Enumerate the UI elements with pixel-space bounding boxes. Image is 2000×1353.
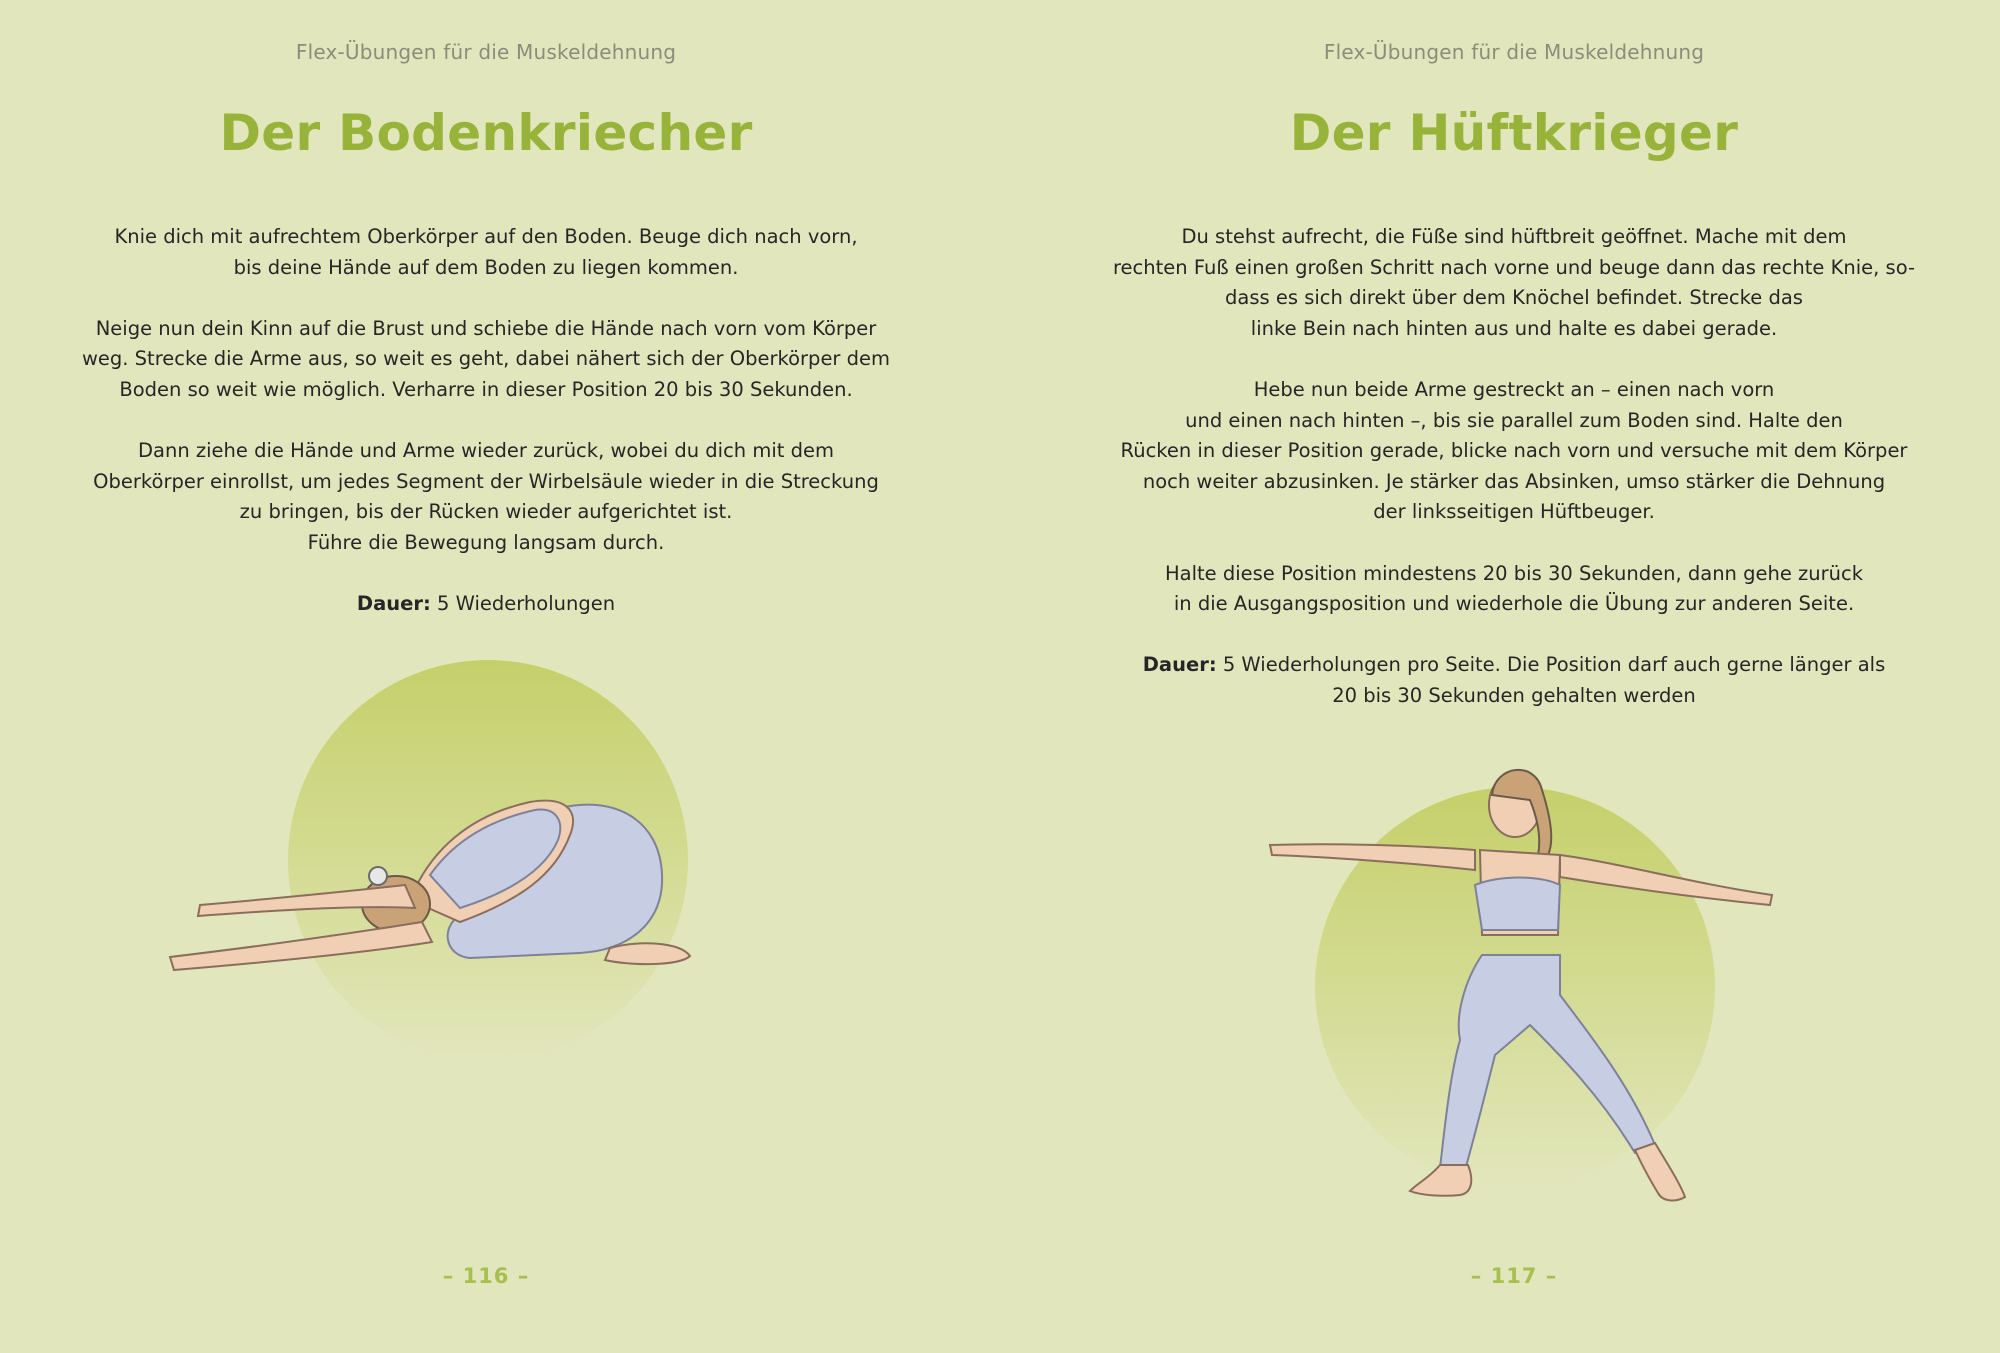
- page-title-right: Der Hüftkrieger: [1289, 104, 1739, 162]
- paragraph-right-1: Du stehst aufrecht, die Füße sind hüftbreit geöffnet. Mache mit dem rechten Fuß einen großen Schritt nach vorne und beuge dann das rechte Knie, so- dass es sich direkt über dem Knöchel befindet. Strecke das linke Bein nach hinten aus und halte es dabei gerade.: [1112, 225, 1916, 340]
- right-page: [1000, 0, 2000, 1353]
- duration-label-left: Dauer:: [356, 592, 431, 616]
- body-text-left: [80, 222, 892, 650]
- paragraph-right-2: Hebe nun beide Arme gestreckt an – einen nach vorn und einen nach hinten –, bis sie parallel zum Boden sind. Halte den Rücken in dieser Position gerade, blicke nach vorn und versuche mit dem Körper noch weiter abzusinken. Je stärker das Absinken, umso stärker die Dehnung der linksseitigen Hüftbeuger.: [1120, 377, 1908, 524]
- front-foot: [1410, 1165, 1471, 1196]
- feet-shape: [605, 943, 690, 964]
- duration-value-left: 5 Wiederholungen: [430, 592, 616, 616]
- hair-tie: [369, 867, 387, 885]
- page-title-left: Der Bodenkriecher: [219, 104, 753, 162]
- running-head-left: Flex-Übungen für die Muskeldehnung: [295, 40, 677, 64]
- sports-top-shape: [1475, 878, 1560, 931]
- warrior-pose-illustration: [1260, 755, 1780, 1215]
- page-number-right: – 117 –: [1470, 1264, 1558, 1288]
- running-head-right: Flex-Übungen für die Muskeldehnung: [1323, 40, 1705, 64]
- page-number-left: – 116 –: [442, 1264, 530, 1288]
- paragraph-right-3: Halte diese Position mindestens 20 bis 30 Sekunden, dann gehe zurück in die Ausgangsposition und wiederhole die Übung zur anderen Seite.: [1164, 561, 1864, 616]
- duration-left: [80, 589, 892, 620]
- duration-value-right: 5 Wiederholungen pro Seite. Die Position darf auch gerne länger als 20 bis 30 Sekunden gehalten werden: [1222, 653, 1886, 707]
- duration-label-right: Dauer:: [1142, 653, 1217, 677]
- back-foot: [1635, 1143, 1685, 1200]
- paragraph-left-1: Knie dich mit aufrechtem Oberkörper auf den Boden. Beuge dich nach vorn, bis deine Hände auf dem Boden zu liegen kommen.: [114, 225, 858, 279]
- body-text-right: [1110, 222, 1918, 742]
- childs-pose-illustration: [160, 660, 720, 1070]
- paragraph-left-3: Dann ziehe die Hände und Arme wieder zurück, wobei du dich mit dem Oberkörper einrollst, um jedes Segment der Wirbelsäule wieder in die Streckung zu bringen, bis der Rücken wieder aufgerichtet ist. Führe die Bewegung langsam durch.: [93, 439, 879, 554]
- paragraph-left-2: Neige nun dein Kinn auf die Brust und schiebe die Hände nach vorn vom Körper weg. Strecke die Arme aus, so weit es geht, dabei nähert sich der Oberkörper dem Boden so weit wie möglich. Verharre in dieser Position 20 bis 30 Sekunden.: [81, 316, 891, 401]
- duration-right: [1110, 650, 1918, 711]
